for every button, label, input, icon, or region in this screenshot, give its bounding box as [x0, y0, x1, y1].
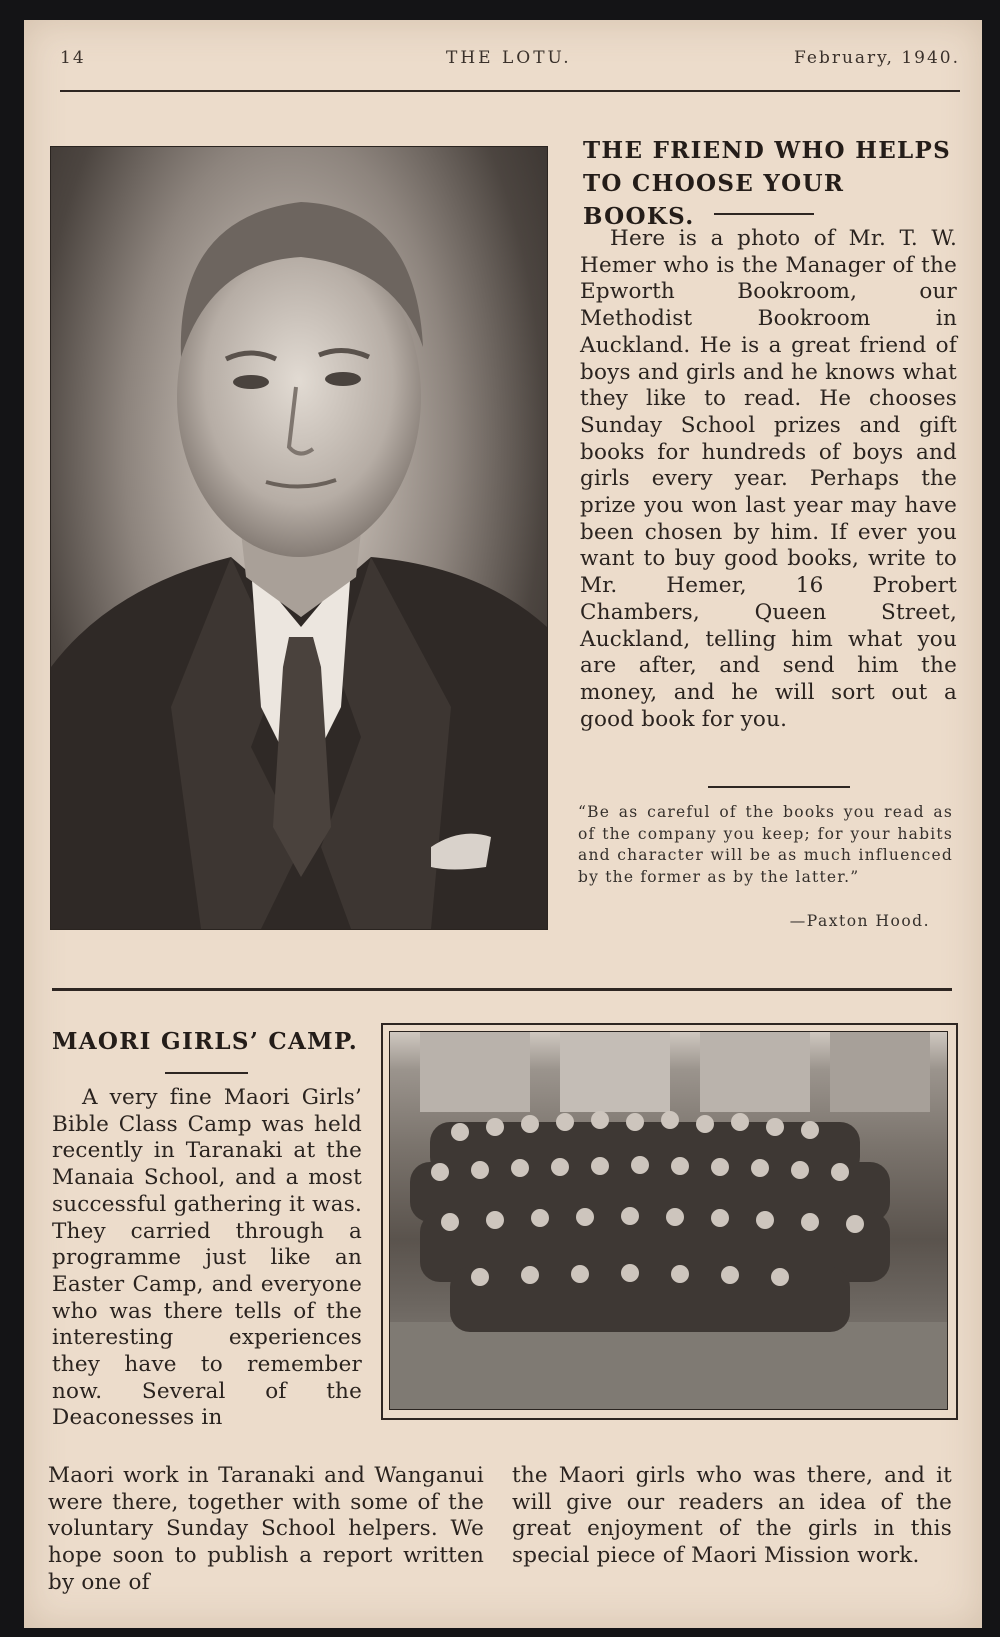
article-paragraph: A very fine Maori Girls’ Bible Class Camp was held recently in Taranaki at the Manaia School, and a most successful gathering it was. They carried through a programme just like an Easter Camp, and everyone who was there tells of the interesting experiences they have to remember now. Several of the Deaconesses in: [52, 1085, 362, 1431]
title-rule: [714, 213, 814, 215]
article-paragraph: the Maori girls who was there, and it will give our readers an idea of the great enjoyment of the girls in this special piece of Maori Mission work.: [512, 1463, 952, 1569]
issue-date: February, 1940.: [794, 48, 960, 68]
page-number: 14: [60, 48, 86, 68]
group-image: [390, 1032, 947, 1409]
article-paragraph: Here is a photo of Mr. T. W. Hemer who is the Manager of the Epworth Bookroom, our Methodist Bookroom in Auckland. He is a great friend of boys and girls and he knows what they like to read. He chooses Sunday School prizes and gift books for hundreds of boys and girls every year. Perhaps the prize you won last year may have been chosen by him. If ever you want to buy good books, write to Mr. Hemer, 16 Probert Chambers, Queen Street, Auckland, telling him what you are after, and send him the money, and he will sort out a good book for you.: [580, 226, 957, 732]
quote-attribution: —Paxton Hood.: [789, 912, 930, 930]
article-body-camp: [52, 1085, 362, 1432]
quote-text: “Be as careful of the books you read as of the company you keep; for your habits and character will be as much influenced by the former as by the latter.”: [578, 803, 953, 886]
article-title-friend: THE FRIEND WHO HELPS TO CHOOSE YOUR BOOKS.: [583, 137, 952, 230]
section-divider: [52, 988, 952, 991]
header-rule: [60, 90, 960, 92]
portrait-image: [51, 147, 547, 929]
article-body-camp-continued: [48, 1463, 484, 1597]
group-photo: [389, 1031, 948, 1410]
portrait-photo: [50, 146, 548, 930]
publication-title: THE LOTU.: [446, 48, 572, 68]
article-body-camp-column-2: [512, 1463, 952, 1570]
article-title-camp: MAORI GIRLS’ CAMP.: [52, 1028, 359, 1055]
article-body-friend: [580, 226, 957, 733]
article-paragraph: Maori work in Taranaki and Wanganui were there, together with some of the voluntary Sunday School helpers. We hope soon to publish a report written by one of: [48, 1463, 484, 1595]
quote-rule: [708, 786, 850, 788]
title-rule: [165, 1072, 248, 1074]
